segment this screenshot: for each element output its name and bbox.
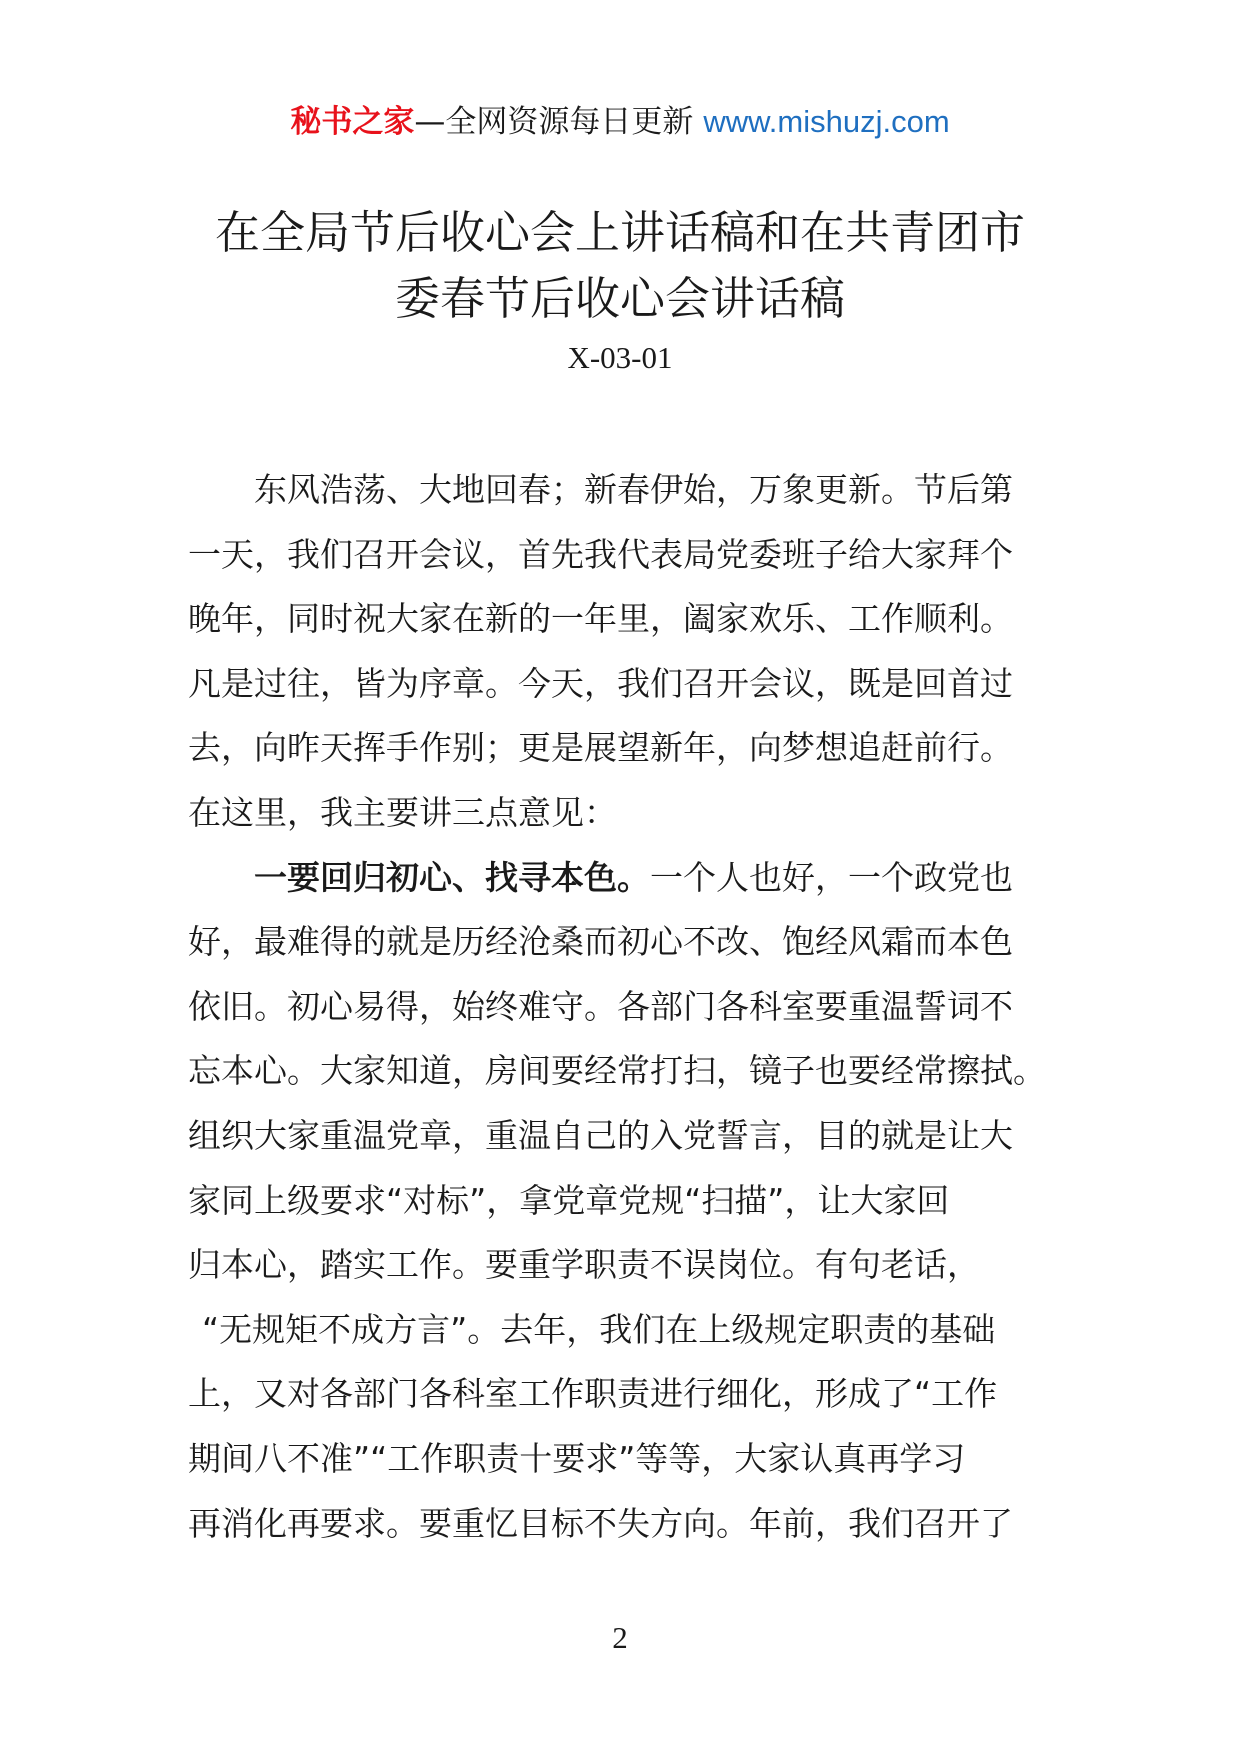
document-title	[160, 200, 1080, 332]
document-id: X-03-01	[567, 340, 673, 375]
point-1-text: 一个人也好，一个政党也	[650, 857, 1013, 897]
title-line-2: 委春节后收心会讲话稿	[394, 272, 845, 325]
paragraph-line: 忘本心。大家知道，房间要经常打扫，镜子也要经常擦拭。	[188, 1051, 1046, 1091]
header-slogan: —全网资源每日更新	[414, 104, 694, 140]
point-1-heading: 一要回归初心、找寻本色。	[254, 857, 650, 897]
paragraph-line: “无规矩不成方言”。去年，我们在上级规定职责的基础	[202, 1309, 996, 1349]
site-url[interactable]: www.mishuzj.com	[703, 104, 950, 139]
paragraph-line: 去，向昨天挥手作别；更是展望新年，向梦想追赶前行。	[188, 728, 1013, 768]
paragraph-line: 一天，我们召开会议，首先我代表局党委班子给大家拜个	[188, 534, 1013, 574]
paragraph-line: 好，最难得的就是历经沧桑而初心不改、饱经风霜而本色	[188, 922, 1013, 962]
paragraph-line: 家同上级要求“对标”，拿党章党规“扫描”，让大家回	[188, 1180, 950, 1220]
brand-name: 秘书之家	[290, 104, 415, 140]
paragraph-line: 上，又对各部门各科室工作职责进行细化，形成了“工作	[188, 1374, 998, 1414]
paragraph-line: 组织大家重温党章，重温自己的入党誓言，目的就是让大	[188, 1115, 1013, 1155]
paragraph-line: 依旧。初心易得，始终难守。各部门各科室要重温誓词不	[188, 986, 1013, 1026]
title-line-1: 在全局节后收心会上讲话稿和在共青团市	[214, 206, 1025, 259]
site-header	[0, 100, 1240, 144]
page-number: 2	[612, 1620, 628, 1655]
paragraph-line: 期间八不准”“工作职责十要求”等等，大家认真再学习	[188, 1438, 966, 1478]
paragraph-line: 凡是过往，皆为序章。今天，我们召开会议，既是回首过	[188, 663, 1013, 703]
point-1-first-line	[188, 846, 1028, 911]
paragraph-line: 归本心，踏实工作。要重学职责不误岗位。有句老话，	[188, 1245, 980, 1285]
paragraph-line: 晚年，同时祝大家在新的一年里，阖家欢乐、工作顺利。	[188, 599, 1013, 639]
body-text	[188, 458, 1046, 1556]
paragraph-line: 在这里，我主要讲三点意见：	[188, 792, 617, 832]
paragraph-line: 东风浩荡、大地回春；新春伊始，万象更新。节后第	[254, 470, 1013, 509]
paragraph-line: 再消化再要求。要重忆目标不失方向。年前，我们召开了	[188, 1503, 1013, 1543]
